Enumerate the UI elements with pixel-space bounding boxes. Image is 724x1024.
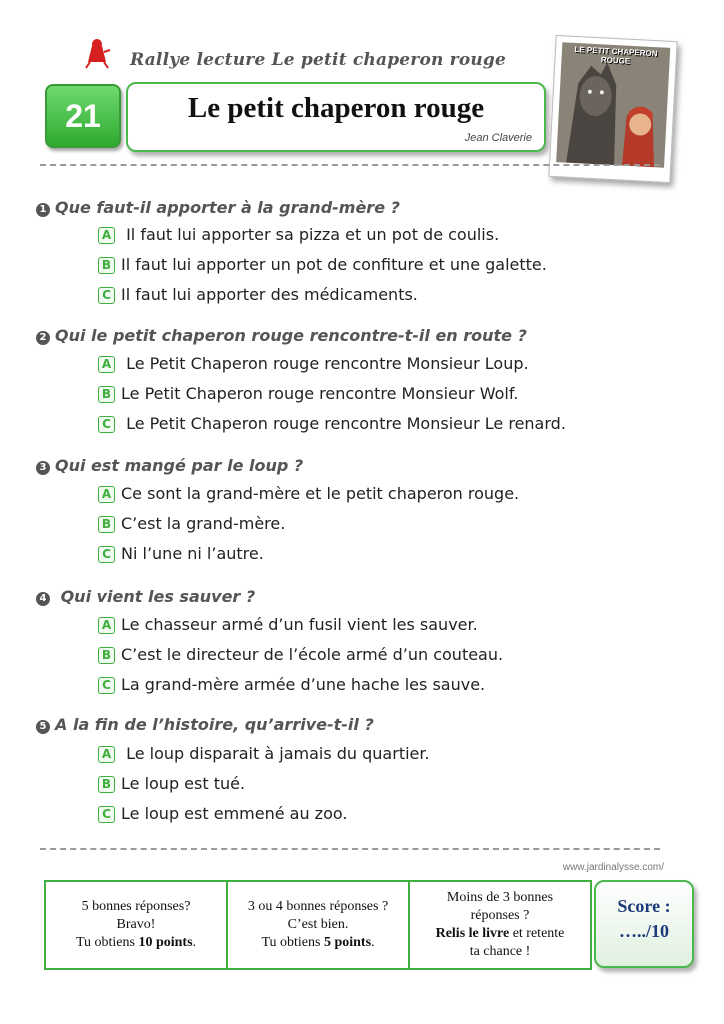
answer-letter-a: A [98,227,115,244]
answer-2-a[interactable] [98,354,529,373]
top-separator [40,164,660,166]
answer-letter-c: C [98,546,115,563]
answer-text: Ni l’une ni l’autre. [121,544,264,563]
rule-line [228,934,408,952]
answer-4-b[interactable] [98,645,503,664]
book-number-badge: 21 [45,84,121,148]
rule-emphasis: Relis le livre [435,926,510,941]
answer-letter-b: B [98,647,115,664]
rule-line: C’est bien. [287,917,349,932]
answer-letter-a: A [98,486,115,503]
answer-1-a[interactable] [98,225,499,244]
answer-text: Le loup disparait à jamais du quartier. [121,744,430,763]
score-rule-10-points [46,882,228,968]
rule-text: Tu obtiens [261,935,324,950]
rule-line: 3 ou 4 bonnes réponses ? [247,899,389,914]
question-text: Qui le petit chaperon rouge rencontre-t-il en route ? [55,326,527,345]
rule-line: Bravo! [116,917,156,932]
score-rule-retry [410,882,590,968]
answer-text: Le Petit Chaperon rouge rencontre Monsieur Le renard. [121,414,566,433]
book-author: Jean Claverie [464,132,532,144]
score-rule-5-points [228,882,410,968]
rule-text: . [371,935,375,950]
bottom-separator [40,848,660,850]
answer-text: Ce sont la grand-mère et le petit chaperon rouge. [121,484,520,503]
book-cover-image [548,35,677,183]
answer-letter-b: B [98,516,115,533]
answer-1-c[interactable] [98,285,418,304]
answer-1-b[interactable] [98,255,547,274]
score-rules-table [44,880,592,970]
answer-letter-b: B [98,386,115,403]
rule-text: Tu obtiens [75,935,139,950]
answer-letter-c: C [98,287,115,304]
answer-text: Le Petit Chaperon rouge rencontre Monsieur Wolf. [121,384,519,403]
answer-text: Le loup est tué. [121,774,246,793]
question-2 [36,326,527,345]
title-box [126,82,546,152]
question-5 [36,715,374,734]
answer-5-a[interactable] [98,744,430,763]
rule-text: . [192,935,197,950]
answer-2-c[interactable] [98,414,566,433]
answer-5-c[interactable] [98,804,347,823]
question-text: Que faut-il apporter à la grand-mère ? [55,198,400,217]
rule-line: 5 bonnes réponses? [81,899,191,914]
answer-text: Il faut lui apporter des médicaments. [121,285,418,304]
score-label: Score : [617,896,671,916]
wolf-illustration [556,42,670,167]
website-url: www.jardinalysse.com/ [562,862,664,873]
answer-text: C’est la grand-mère. [121,514,286,533]
answer-3-c[interactable] [98,544,264,563]
answer-letter-c: C [98,677,115,694]
question-text: Qui est mangé par le loup ? [55,456,304,475]
answer-2-b[interactable] [98,384,518,403]
book-cover-art [556,42,670,167]
question-1 [36,198,400,217]
answer-text: Il faut lui apporter un pot de confiture et une galette. [121,255,547,274]
rule-points: 10 points [138,935,193,950]
answer-letter-c: C [98,806,115,823]
rule-line: ta chance ! [469,944,531,959]
rule-line: réponses ? [470,908,530,923]
question-number-badge: 3 [36,461,50,475]
rule-line [46,934,226,952]
answer-letter-a: A [98,356,115,373]
answer-text: Le Petit Chaperon rouge rencontre Monsieur Loup. [121,354,529,373]
answer-letter-b: B [98,257,115,274]
score-box [594,880,694,968]
cover-title: LE PETIT CHAPERON ROUGE [574,44,658,66]
red-riding-hood-icon [80,36,114,70]
answer-3-b[interactable] [98,514,285,533]
question-number-badge: 1 [36,203,50,217]
answer-3-a[interactable] [98,484,519,503]
answer-4-a[interactable] [98,615,478,634]
answer-5-b[interactable] [98,774,245,793]
book-title: Le petit chaperon rouge [187,92,485,124]
answer-letter-a: A [98,617,115,634]
question-text: A la fin de l’histoire, qu’arrive-t-il ? [55,715,374,734]
answer-text: La grand-mère armée d’une hache les sauve. [121,675,486,694]
answer-text: Il faut lui apporter sa pizza et un pot de coulis. [121,225,500,244]
rule-line: Moins de 3 bonnes [446,890,554,905]
answer-letter-b: B [98,776,115,793]
question-number-badge: 2 [36,331,50,345]
rallye-title: Rallye lecture Le petit chaperon rouge [130,50,507,70]
answer-4-c[interactable] [98,675,485,694]
question-number-badge: 5 [36,720,50,734]
question-text: Qui vient les sauver ? [55,587,256,606]
rule-points: 5 points [323,935,372,950]
score-value[interactable]: …../10 [618,921,669,941]
question-4 [36,587,255,606]
answer-text: Le chasseur armé d’un fusil vient les sauver. [121,615,478,634]
rule-text: et retente [509,926,565,941]
answer-letter-a: A [98,746,115,763]
answer-letter-c: C [98,416,115,433]
question-3 [36,456,303,475]
rule-line [410,925,590,943]
answer-text: Le loup est emmené au zoo. [121,804,348,823]
question-number-badge: 4 [36,592,50,606]
answer-text: C’est le directeur de l’école armé d’un couteau. [121,645,504,664]
